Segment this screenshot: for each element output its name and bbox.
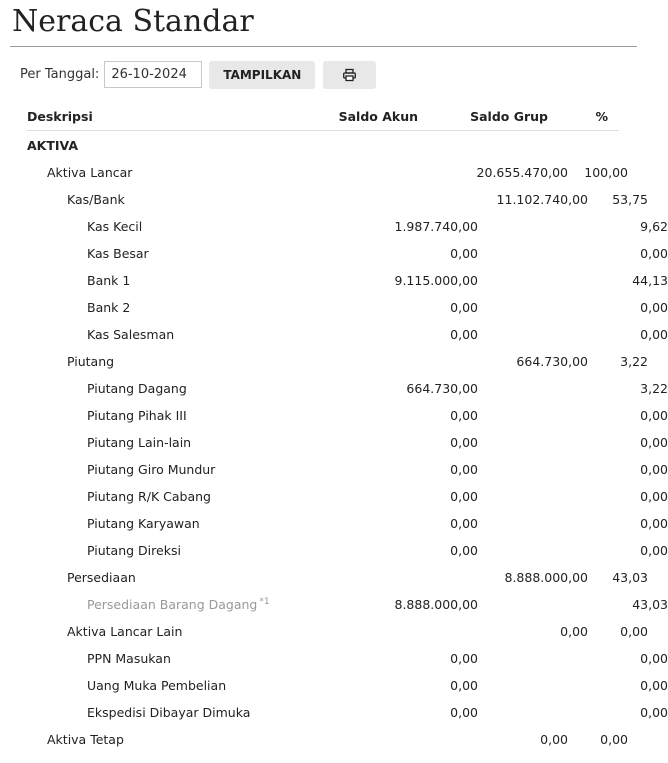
row-persen: 0,00 (640, 543, 668, 558)
show-button[interactable]: TAMPILKAN (209, 61, 315, 89)
row-saldo-akun: 1.987.740,00 (394, 219, 478, 234)
row-saldo-akun: 664.730,00 (406, 381, 478, 396)
row-description-text: Aktiva Lancar (47, 165, 133, 180)
row-persen: 0,00 (640, 300, 668, 315)
row-saldo-akun: 9.115.000,00 (394, 273, 478, 288)
table-row (27, 699, 668, 726)
row-persen: 43,03 (612, 570, 648, 585)
row-description-text: Persediaan (67, 570, 136, 585)
row-description (27, 381, 347, 396)
row-description (27, 138, 287, 153)
table-row (27, 672, 668, 699)
table-row (27, 726, 628, 753)
table-row (27, 564, 648, 591)
row-saldo-akun: 0,00 (450, 435, 478, 450)
row-description-text: Kas/Bank (67, 192, 125, 207)
row-description (27, 462, 347, 477)
header-saldo-akun: Saldo Akun (338, 109, 418, 124)
row-description-text: Bank 1 (87, 273, 131, 288)
row-persen: 0,00 (640, 408, 668, 423)
table-row (27, 213, 668, 240)
row-saldo-grup: 11.102.740,00 (496, 192, 588, 207)
footnote-marker: *1 (259, 596, 270, 607)
row-persen: 0,00 (620, 624, 648, 639)
row-description-text: Piutang Direksi (87, 543, 181, 558)
table-row (27, 429, 668, 456)
table-row (27, 375, 668, 402)
balance-sheet-table (27, 106, 668, 753)
table-row (27, 294, 668, 321)
table-row (27, 618, 648, 645)
row-description (27, 246, 347, 261)
table-row (27, 348, 648, 375)
table-row (27, 186, 648, 213)
row-saldo-grup: 664.730,00 (516, 354, 588, 369)
row-persen: 100,00 (584, 165, 628, 180)
header-persen: % (595, 109, 608, 124)
row-description-text: Piutang R/K Cabang (87, 489, 211, 504)
table-row (27, 645, 668, 672)
row-saldo-akun: 0,00 (450, 327, 478, 342)
row-description-text: PPN Masukan (87, 651, 171, 666)
row-persen: 0,00 (640, 327, 668, 342)
row-description (27, 219, 347, 234)
row-persen: 0,00 (600, 732, 628, 747)
row-description-text: Bank 2 (87, 300, 131, 315)
row-persen: 3,22 (640, 381, 668, 396)
row-description (27, 489, 347, 504)
row-persen: 0,00 (640, 246, 668, 261)
row-persen: 0,00 (640, 516, 668, 531)
table-row (27, 131, 619, 159)
row-description-text: Piutang Karyawan (87, 516, 200, 531)
date-input[interactable] (104, 61, 202, 88)
row-saldo-grup: 8.888.000,00 (504, 570, 588, 585)
row-description (27, 570, 327, 585)
table-row (27, 402, 668, 429)
table-row (27, 483, 668, 510)
row-description-text: Piutang Giro Mundur (87, 462, 216, 477)
row-description (27, 705, 347, 720)
row-description-text: Aktiva Tetap (47, 732, 124, 747)
filter-toolbar (0, 60, 637, 89)
row-persen: 44,13 (632, 273, 668, 288)
table-row (27, 510, 668, 537)
row-persen: 0,00 (640, 705, 668, 720)
row-description (27, 192, 327, 207)
row-description-text: Kas Besar (87, 246, 149, 261)
table-body (27, 131, 668, 753)
header-deskripsi: Deskripsi (27, 109, 93, 124)
row-description (27, 408, 347, 423)
row-persen: 53,75 (612, 192, 648, 207)
row-description (27, 354, 327, 369)
row-description (27, 624, 327, 639)
row-persen: 0,00 (640, 678, 668, 693)
row-persen: 0,00 (640, 489, 668, 504)
table-row (27, 240, 668, 267)
row-saldo-grup: 20.655.470,00 (476, 165, 568, 180)
row-description (27, 732, 307, 747)
row-persen: 0,00 (640, 651, 668, 666)
row-description-text: Kas Kecil (87, 219, 143, 234)
row-description-text: Persediaan Barang Dagang (87, 597, 258, 613)
printer-icon (343, 69, 356, 81)
row-saldo-akun: 0,00 (450, 678, 478, 693)
row-persen: 0,00 (640, 462, 668, 477)
table-header (27, 106, 619, 131)
row-saldo-akun: 8.888.000,00 (394, 597, 478, 612)
row-description-text: Piutang (67, 354, 115, 369)
row-persen: 9,62 (640, 219, 668, 234)
row-description-text: Piutang Dagang (87, 381, 187, 396)
title-divider (10, 46, 637, 47)
table-row (27, 537, 668, 564)
row-description-text: Uang Muka Pembelian (87, 678, 227, 693)
row-description-text: Piutang Lain-lain (87, 435, 192, 450)
date-label: Per Tanggal: (20, 67, 100, 82)
row-description (27, 165, 307, 180)
table-row (27, 267, 668, 294)
row-description-text: Ekspedisi Dibayar Dimuka (87, 705, 251, 720)
row-description-text: AKTIVA (27, 137, 79, 153)
row-description (27, 435, 347, 450)
row-saldo-grup: 0,00 (540, 732, 568, 747)
row-saldo-akun: 0,00 (450, 462, 478, 477)
table-row (27, 321, 668, 348)
row-description (27, 300, 347, 315)
page-title: Neraca Standar (12, 4, 254, 39)
row-saldo-akun: 0,00 (450, 246, 478, 261)
row-saldo-akun: 0,00 (450, 408, 478, 423)
row-persen: 43,03 (632, 597, 668, 612)
table-row (27, 159, 628, 186)
row-description (27, 678, 347, 693)
row-saldo-akun: 0,00 (450, 516, 478, 531)
row-description (27, 327, 347, 342)
table-row (27, 591, 668, 618)
header-saldo-grup: Saldo Grup (470, 109, 548, 124)
row-saldo-akun: 0,00 (450, 705, 478, 720)
row-description-text: Kas Salesman (87, 327, 175, 342)
row-saldo-akun: 0,00 (450, 489, 478, 504)
row-description (27, 543, 347, 558)
row-persen: 0,00 (640, 435, 668, 450)
row-description (27, 516, 347, 531)
row-description (27, 273, 347, 288)
row-saldo-akun: 0,00 (450, 543, 478, 558)
row-persen: 3,22 (620, 354, 648, 369)
table-row (27, 456, 668, 483)
row-saldo-akun: 0,00 (450, 651, 478, 666)
row-saldo-grup: 0,00 (560, 624, 588, 639)
print-button[interactable] (323, 61, 376, 89)
row-description-text: Piutang Pihak III (87, 408, 187, 423)
row-description (27, 651, 347, 666)
row-description (27, 597, 347, 612)
row-saldo-akun: 0,00 (450, 300, 478, 315)
row-description-text: Aktiva Lancar Lain (67, 624, 183, 639)
